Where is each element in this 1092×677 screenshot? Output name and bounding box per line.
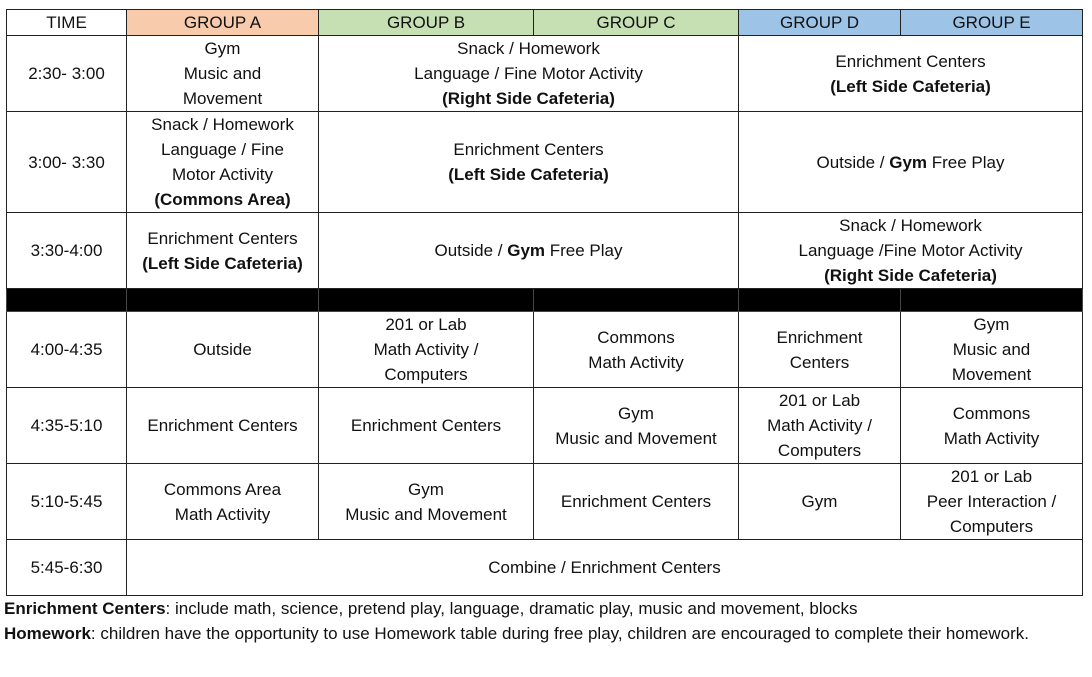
cell-line: Snack / Homework bbox=[151, 115, 294, 134]
group-b-header: GROUP B bbox=[319, 10, 534, 36]
divider-cell bbox=[534, 289, 739, 312]
cell-line: Gym bbox=[204, 39, 241, 58]
cell-line: Math Activity bbox=[174, 504, 271, 524]
legend bbox=[4, 596, 1088, 646]
gym-emphasis: Gym bbox=[507, 241, 546, 260]
cell-line: Commons bbox=[597, 327, 675, 347]
cell-line: Math Activity bbox=[943, 428, 1040, 448]
cell-line: Motor Activity bbox=[171, 165, 274, 184]
cell-line: Language / Fine bbox=[161, 140, 284, 159]
cell-text: Free Play bbox=[927, 152, 1005, 172]
gym-emphasis: Gym bbox=[889, 152, 928, 172]
cell-group-bc bbox=[319, 213, 739, 289]
time-cell: 4:35-5:10 bbox=[7, 388, 127, 464]
cell-line: Enrichment Centers bbox=[350, 416, 502, 435]
divider-cell bbox=[319, 289, 534, 312]
header-row bbox=[7, 10, 1083, 36]
legend-homework bbox=[4, 621, 1088, 646]
row-4-00 bbox=[7, 312, 1083, 388]
cell-line: Commons Area bbox=[163, 479, 282, 499]
time-header: TIME bbox=[7, 10, 127, 36]
cell-line: Computers bbox=[949, 517, 1034, 536]
cell-line: Movement bbox=[182, 89, 263, 108]
cell-line: Snack / Homework bbox=[457, 39, 600, 58]
cell-text: Outside / bbox=[816, 152, 890, 172]
cell-line: 201 or Lab bbox=[778, 391, 861, 410]
cell-line: Enrichment bbox=[776, 327, 863, 347]
cell-line: Gym bbox=[408, 479, 444, 499]
cell-line: Commons bbox=[952, 403, 1031, 423]
legend-text: : children have the opportunity to use Homework table during free play, children are encouraged to complete their homework. bbox=[90, 624, 1029, 643]
cell-group-e bbox=[901, 388, 1083, 464]
cell-line: Computers bbox=[384, 365, 468, 384]
location-label: (Right Side Cafeteria) bbox=[824, 266, 997, 285]
legend-term: Homework bbox=[4, 624, 91, 643]
cell-line: Music and bbox=[183, 64, 262, 83]
location-label: (Right Side Cafeteria) bbox=[442, 89, 615, 108]
cell-text: Outside / bbox=[434, 241, 508, 260]
cell-group-de bbox=[739, 112, 1083, 213]
row-4-35 bbox=[7, 388, 1083, 464]
cell-group-de bbox=[739, 36, 1083, 112]
cell-text: Free Play bbox=[545, 241, 623, 260]
cell-line: Centers bbox=[789, 352, 850, 372]
location-label: (Left Side Cafeteria) bbox=[142, 253, 303, 273]
legend-text: : include math, science, pretend play, language, dramatic play, music and movement, blocks bbox=[165, 599, 858, 618]
cell-group-c bbox=[534, 388, 739, 464]
cell-line: Gym bbox=[801, 492, 838, 511]
cell-group-a bbox=[127, 464, 319, 540]
cell-group-bc bbox=[319, 36, 739, 112]
time-cell: 4:00-4:35 bbox=[7, 312, 127, 388]
cell-line: Peer Interaction / bbox=[926, 492, 1057, 511]
cell-line: 201 or Lab bbox=[950, 467, 1033, 486]
cell-line: Enrichment Centers bbox=[147, 416, 298, 435]
cell-group-a bbox=[127, 388, 319, 464]
cell-group-bc bbox=[319, 112, 739, 213]
divider-cell bbox=[901, 289, 1083, 312]
cell-line: Music and bbox=[952, 340, 1031, 359]
row-5-10 bbox=[7, 464, 1083, 540]
divider-bar bbox=[7, 289, 1083, 312]
time-cell: 5:45-6:30 bbox=[7, 540, 127, 596]
row-3-00 bbox=[7, 112, 1083, 213]
cell-group-a bbox=[127, 213, 319, 289]
location-label: (Left Side Cafeteria) bbox=[448, 165, 609, 184]
cell-line: Outside bbox=[193, 340, 252, 359]
cell-line: Enrichment Centers bbox=[147, 228, 298, 248]
cell-group-d bbox=[739, 312, 901, 388]
cell-line: Language / Fine Motor Activity bbox=[414, 64, 643, 83]
location-label: (Left Side Cafeteria) bbox=[830, 76, 991, 96]
schedule-table bbox=[6, 9, 1083, 596]
cell-line: Math Activity / bbox=[373, 340, 479, 359]
cell-group-d bbox=[739, 388, 901, 464]
time-cell: 3:00- 3:30 bbox=[7, 112, 127, 213]
cell-group-c bbox=[534, 464, 739, 540]
cell-line: Movement bbox=[951, 365, 1032, 384]
cell-group-de bbox=[739, 213, 1083, 289]
divider-cell bbox=[7, 289, 127, 312]
row-2-30 bbox=[7, 36, 1083, 112]
legend-enrichment bbox=[4, 596, 1088, 621]
cell-line: Computers bbox=[777, 441, 862, 460]
cell-group-b bbox=[319, 388, 534, 464]
group-d-header: GROUP D bbox=[739, 10, 901, 36]
row-3-30 bbox=[7, 213, 1083, 289]
cell-group-b bbox=[319, 312, 534, 388]
cell-group-d bbox=[739, 464, 901, 540]
location-label: (Commons Area) bbox=[154, 190, 291, 209]
cell-line: Gym bbox=[618, 403, 654, 423]
divider-cell bbox=[739, 289, 901, 312]
cell-group-e bbox=[901, 312, 1083, 388]
cell-group-a bbox=[127, 312, 319, 388]
cell-line: Music and Movement bbox=[555, 428, 717, 448]
cell-group-e bbox=[901, 464, 1083, 540]
cell-line: Music and Movement bbox=[345, 504, 507, 524]
divider-cell bbox=[127, 289, 319, 312]
cell-line: Math Activity / bbox=[767, 416, 872, 435]
cell-group-c bbox=[534, 312, 739, 388]
cell-group-a bbox=[127, 36, 319, 112]
cell-line: Enrichment Centers bbox=[835, 51, 986, 71]
cell-line: 201 or Lab bbox=[385, 315, 467, 334]
cell-group-b bbox=[319, 464, 534, 540]
cell-line: Enrichment Centers bbox=[560, 492, 712, 511]
cell-line: Snack / Homework bbox=[839, 216, 982, 235]
row-5-45 bbox=[7, 540, 1083, 596]
group-e-header: GROUP E bbox=[901, 10, 1083, 36]
cell-line: Enrichment Centers bbox=[453, 140, 604, 159]
group-a-header: GROUP A bbox=[127, 10, 319, 36]
cell-line: Language /Fine Motor Activity bbox=[798, 241, 1023, 260]
cell-group-a bbox=[127, 112, 319, 213]
cell-all-groups: Combine / Enrichment Centers bbox=[127, 540, 1083, 596]
time-cell: 3:30-4:00 bbox=[7, 213, 127, 289]
cell-line: Gym bbox=[973, 315, 1010, 334]
time-cell: 2:30- 3:00 bbox=[7, 36, 127, 112]
group-c-header: GROUP C bbox=[534, 10, 739, 36]
cell-line: Math Activity bbox=[588, 352, 684, 372]
legend-term: Enrichment Centers bbox=[4, 599, 166, 618]
time-cell: 5:10-5:45 bbox=[7, 464, 127, 540]
